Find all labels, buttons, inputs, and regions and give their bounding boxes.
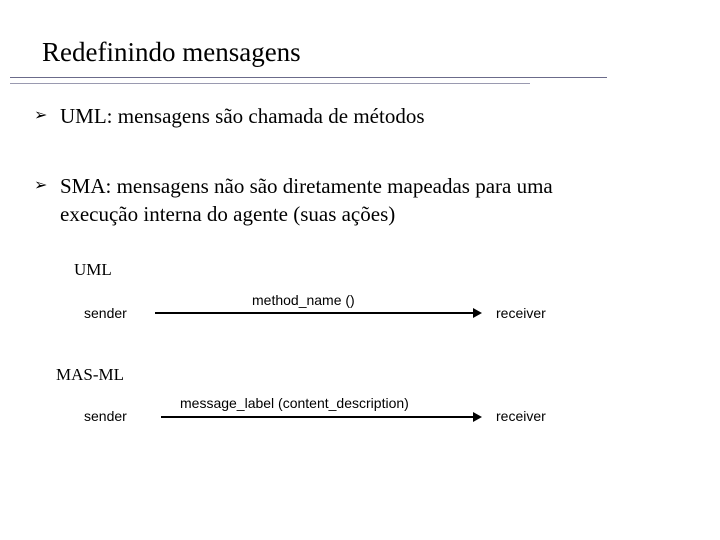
mas-ml-sender-label: sender	[84, 408, 127, 424]
arrow-bullet-icon: ➢	[34, 177, 48, 194]
bullet-text-line-2: execução interna do agente (suas ações)	[60, 202, 396, 226]
title-divider-bottom	[10, 83, 530, 84]
bullet-text-line-1: SMA: mensagens não são diretamente mapeadas para uma	[60, 174, 553, 198]
bullet-text: UML: mensagens são chamada de métodos	[60, 104, 425, 128]
mas-ml-message-label: message_label (content_description)	[180, 395, 409, 411]
slide-title: Redefinindo mensagens	[42, 37, 301, 67]
uml-message-label: method_name ()	[252, 292, 355, 308]
mas-ml-receiver-label: receiver	[496, 408, 546, 424]
mas-ml-diagram-label: MAS-ML	[56, 365, 125, 384]
title-divider-top	[10, 77, 607, 78]
uml-diagram-label: UML	[74, 260, 112, 279]
uml-receiver-label: receiver	[496, 305, 546, 321]
uml-message-arrow	[155, 306, 485, 320]
mas-ml-message-arrow	[161, 410, 487, 424]
uml-sender-label: sender	[84, 305, 127, 321]
arrow-bullet-icon: ➢	[34, 107, 48, 124]
